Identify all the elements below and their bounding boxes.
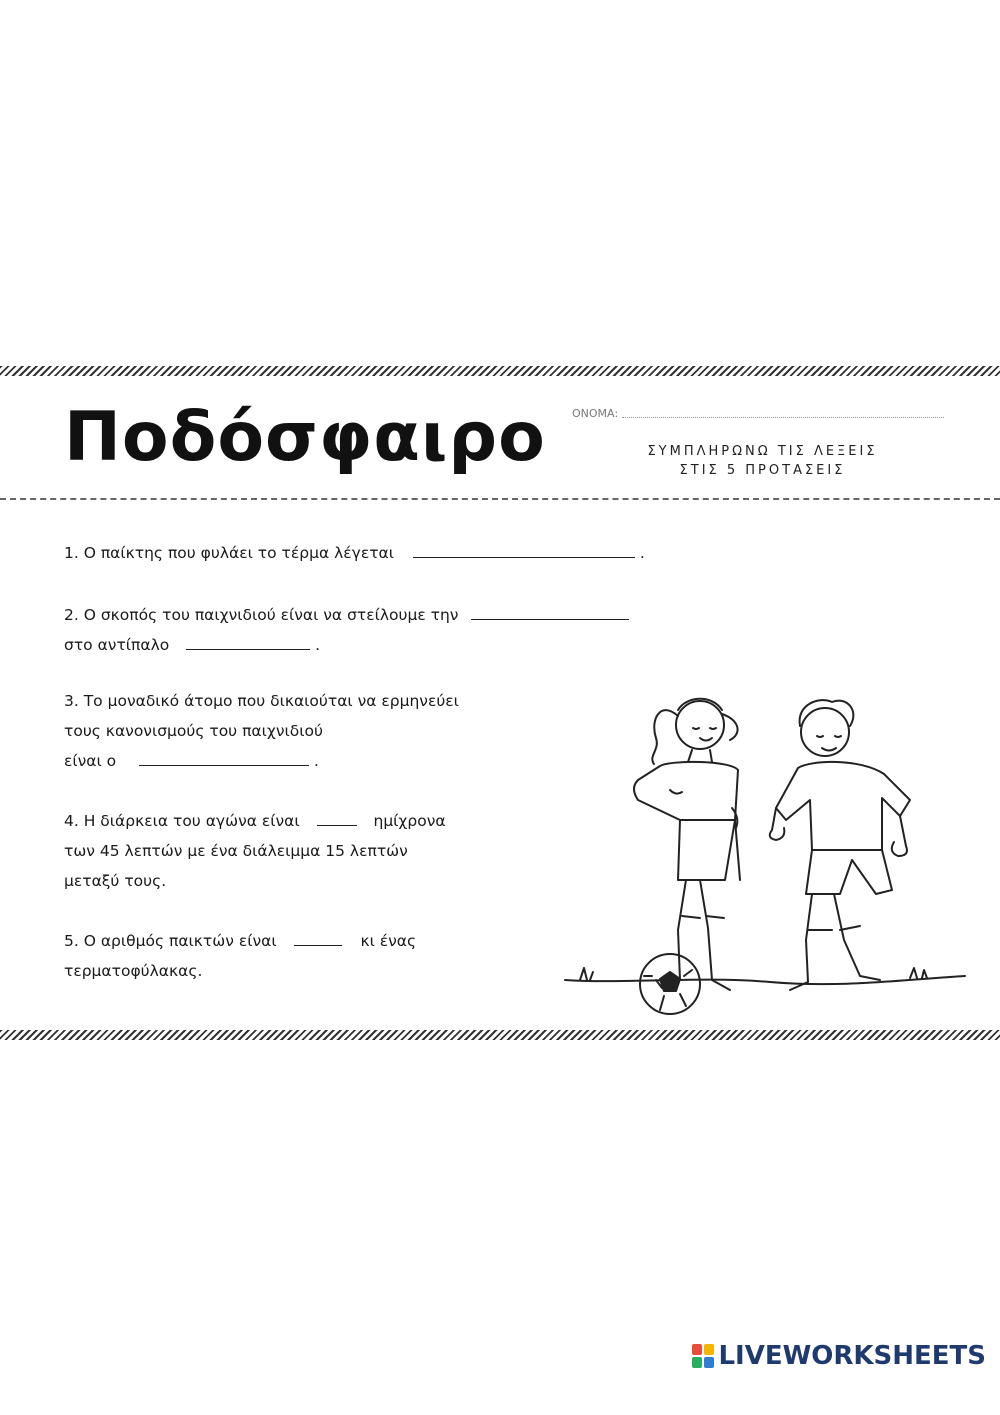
q3-answer-blank[interactable] (139, 751, 309, 766)
question-2 (64, 600, 629, 660)
q5-answer-blank[interactable] (294, 931, 342, 946)
q3-text-line3: είναι ο (64, 752, 117, 770)
ground-line-icon (565, 976, 965, 984)
q4-text-line3: μεταξύ τους. (64, 872, 167, 890)
q3-text-line1: 3. Το μοναδικό άτομο που δικαιούται να ερμηνεύει (64, 692, 459, 710)
question-4 (64, 806, 446, 896)
bottom-hatched-border (0, 1030, 1000, 1040)
question-5 (64, 926, 416, 986)
logo-square-1 (692, 1344, 702, 1355)
q1-text: 1. Ο παίκτης που φυλάει το τέρμα λέγεται (64, 544, 394, 562)
logo-square-2 (704, 1344, 714, 1355)
q2-answer-blank-1[interactable] (471, 605, 629, 620)
logo-square-3 (692, 1357, 702, 1368)
instruction-line-2: ΣΤΙΣ 5 ΠΡΟΤΑΣΕΙΣ (679, 463, 846, 478)
soccer-ball-icon (640, 954, 700, 1014)
name-field[interactable] (572, 404, 944, 420)
q1-period: . (639, 544, 645, 562)
q2-text-line2: στο αντίπαλο (64, 636, 170, 654)
q2-text-line1: 2. Ο σκοπός του παιχνιδιού είναι να στείλουμε την (64, 606, 459, 624)
question-3 (64, 686, 459, 776)
q3-text-line2: τους κανονισμούς του παιχνιδιού (64, 722, 323, 740)
q4-text-line2: των 45 λεπτών με ένα διάλειμμα 15 λεπτών (64, 842, 408, 860)
boy-player-icon (770, 700, 910, 990)
q3-period: . (314, 752, 319, 770)
girl-player-icon (634, 699, 740, 990)
name-label: ΟΝΟΜΑ: (572, 407, 619, 420)
brand-name: LIVEWORKSHEETS (718, 1341, 986, 1371)
question-1 (64, 538, 645, 568)
q5-text-line2: τερματοφύλακας. (64, 962, 203, 980)
top-hatched-border (0, 366, 1000, 376)
q4-answer-blank[interactable] (317, 811, 357, 826)
q4-text-line1-end: ημίχρονα (373, 812, 446, 830)
q5-text-line1: 5. Ο αριθμός παικτών είναι (64, 932, 277, 950)
children-playing-football-illustration (560, 680, 970, 1020)
logo-square-4 (704, 1357, 714, 1368)
q2-period: . (315, 636, 321, 654)
q5-text-line1-end: κι ένας (360, 932, 417, 950)
worksheet-title: Ποδόσφαιρο (64, 398, 546, 477)
instructions (600, 442, 925, 480)
liveworksheets-logo-icon (692, 1344, 714, 1368)
header-divider (0, 498, 1000, 500)
instruction-line-1: ΣΥΜΠΛΗΡΩΝΩ ΤΙΣ ΛΕΞΕΙΣ (647, 444, 878, 459)
q1-answer-blank[interactable] (413, 543, 635, 558)
q4-text-line1: 4. Η διάρκεια του αγώνα είναι (64, 812, 300, 830)
name-input-line[interactable] (622, 417, 944, 418)
liveworksheets-logo (692, 1341, 986, 1371)
q2-answer-blank-2[interactable] (186, 635, 310, 650)
